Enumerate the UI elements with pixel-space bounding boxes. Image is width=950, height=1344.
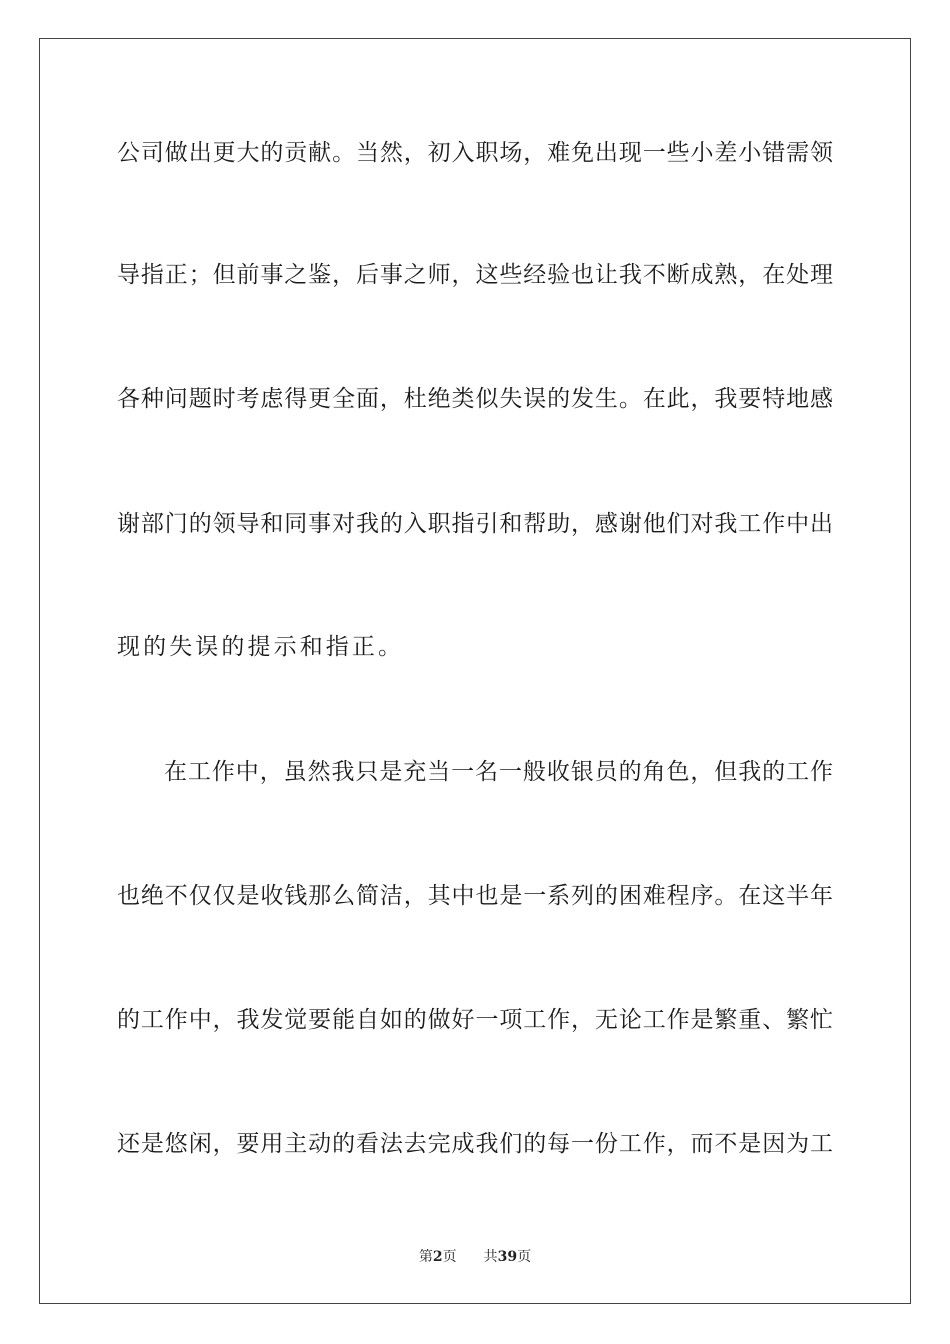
text-line: 在工作中，虽然我只是充当一名一般收银员的角色，但我的工作 (164, 759, 833, 785)
page-border (39, 38, 911, 1304)
text-line: 导指正；但前事之鉴，后事之师，这些经验也让我不断成熟，在处理 (117, 262, 833, 288)
text-line: 现的失误的提示和指正。 (117, 634, 405, 660)
page-footer (0, 1248, 950, 1266)
text-line: 各种问题时考虑得更全面，杜绝类似失误的发生。在此，我要特地感 (117, 386, 833, 412)
total-pages: 39 (497, 1249, 518, 1265)
page-number: 2 (432, 1249, 443, 1265)
text-line: 谢部门的领导和同事对我的入职指引和帮助，感谢他们对我工作中出 (117, 511, 833, 537)
total-prefix: 共 (483, 1249, 498, 1265)
text-line: 的工作中，我发觉要能自如的做好一项工作，无论工作是繁重、繁忙 (117, 1007, 833, 1033)
text-line: 还是悠闲，要用主动的看法去完成我们的每一份工作，而不是因为工 (117, 1131, 833, 1157)
page-suffix: 页 (442, 1249, 457, 1265)
page-prefix: 第 (418, 1249, 433, 1265)
text-line: 也绝不仅仅是收钱那么简洁，其中也是一系列的困难程序。在这半年 (117, 883, 833, 909)
text-line: 公司做出更大的贡献。当然，初入职场，难免出现一些小差小错需领 (117, 140, 833, 166)
total-suffix: 页 (517, 1249, 532, 1265)
